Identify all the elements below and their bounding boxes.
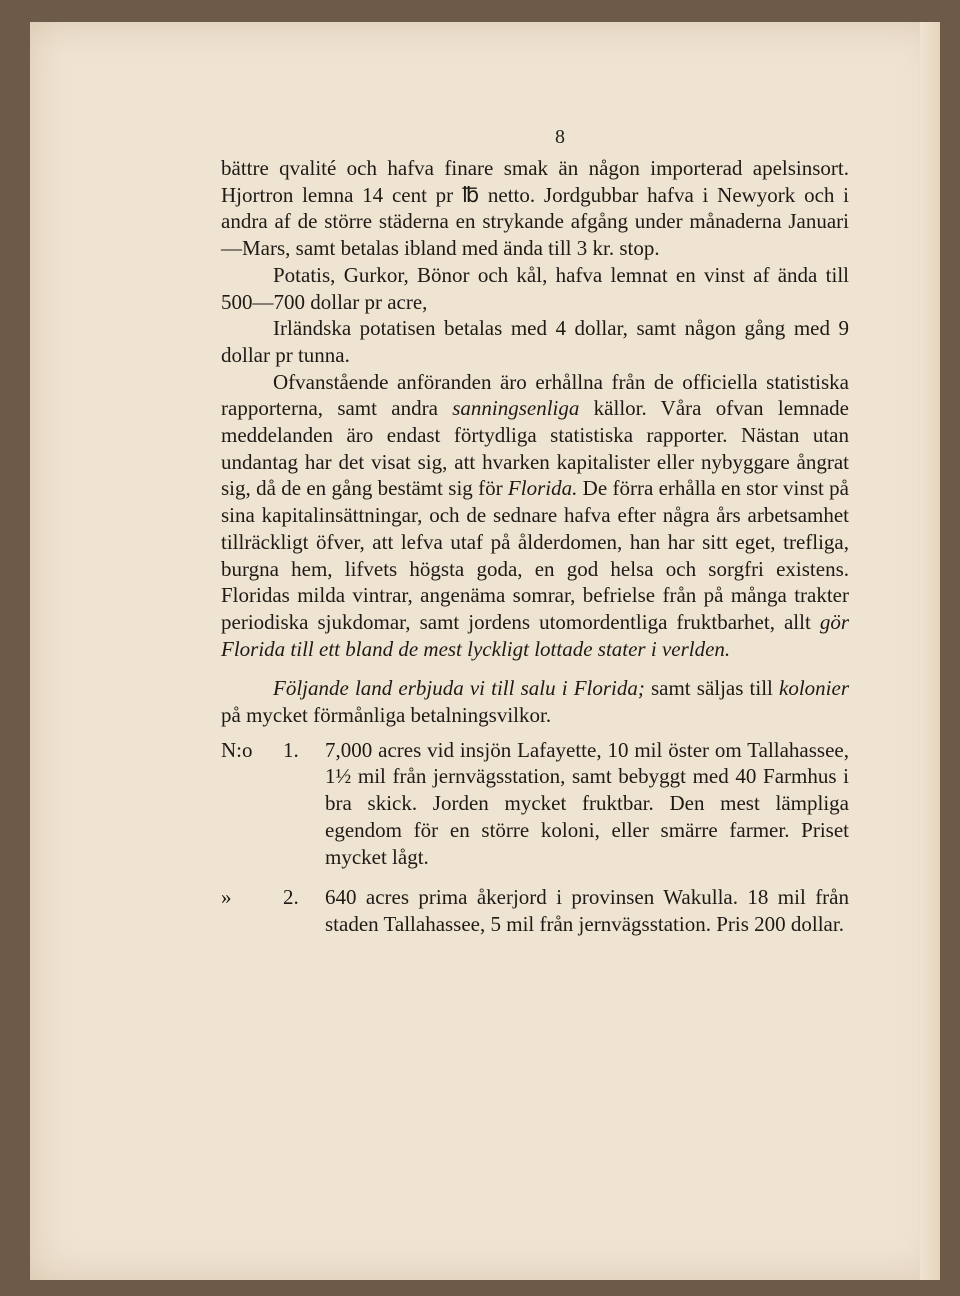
italic-run: gör Florida till ett bland de mest lyckligt lottade stater i verlden. <box>221 609 849 661</box>
list-item <box>221 737 849 871</box>
page-content <box>221 155 849 938</box>
item-index: 1. <box>283 737 299 762</box>
list-item <box>221 884 849 937</box>
paragraph-1: bättre qvalité och hafva finare smak än någon importerad apelsinsort. Hjortron lemna 14 cent pr ℔ netto. Jordgubbar hafva i Newyork och i andra af de större städerna en strykande afgång under månaderna Januari —Mars, samt betalas ibland med ända till 3 kr. stop. <box>221 156 849 261</box>
book-page <box>30 22 940 1280</box>
italic-run: Följande land erbjuda vi till salu i Florida; <box>273 676 645 701</box>
item-text: 640 acres prima åkerjord i provinsen Wakulla. 18 mil från staden Tallahassee, 5 mil från jernvägsstation. Pris 200 dollar. <box>325 885 849 936</box>
page-edge <box>920 22 940 1280</box>
text-run: Ofvanstående anföranden äro erhållna från de officiella statistiska rapporterna, samt andra <box>221 369 849 421</box>
item-number <box>221 737 325 871</box>
italic-run: sanningsenliga <box>452 396 580 421</box>
text-run: källor. Våra ofvan lemnade meddelanden äro endast förtydliga statistiska rapporter. Nästan utan undantag har det visat sig, att hvarken kapitalister eller nybyggare ångrat sig, då de en gång bestämt sig för <box>221 396 849 501</box>
item-prefix: N:o <box>221 737 253 762</box>
italic-run: kolonier <box>779 676 849 701</box>
paragraph-4 <box>221 369 849 663</box>
italic-run: Florida. <box>507 476 578 501</box>
offer-paragraph <box>221 675 849 728</box>
text-run: på mycket förmånliga betalningsvilkor. <box>221 703 552 728</box>
page-number: 8 <box>555 126 565 148</box>
item-prefix: » <box>221 885 232 910</box>
item-text: 7,000 acres vid insjön Lafayette, 10 mil öster om Tallahassee, 1½ mil från jernvägsstation, samt bebyggt med 40 Farmhus i bra skick. Jorden mycket fruktbar. Den mest lämpliga egendom för en större koloni, eller smärre farmer. Priset mycket lågt. <box>325 737 849 869</box>
paragraph-3: Irländska potatisen betalas med 4 dollar, samt någon gång med 9 dollar pr tunna. <box>221 316 849 367</box>
paragraph-2: Potatis, Gurkor, Bönor och kål, hafva lemnat en vinst af ända till 500—700 dollar pr acre, <box>221 262 849 314</box>
item-index: 2. <box>283 885 299 910</box>
text-run: De förra erhålla en stor vinst på sina kapitalinsättningar, och de sednare hafva efter några års arbetsamhet tillräckligt öfver, att lefva utaf på ålderdomen, han har sitt eget, trefliga, burgna hem, lifvets högsta goda, en god helsa och sorgfri existens. Floridas milda vintrar, angenäma somrar, befrielse från på många trakter periodiska sjukdomar, samt jordens utomordentliga fruktbarhet, allt <box>221 476 849 634</box>
text-run: samt säljas till <box>644 676 780 701</box>
item-number <box>221 884 325 937</box>
